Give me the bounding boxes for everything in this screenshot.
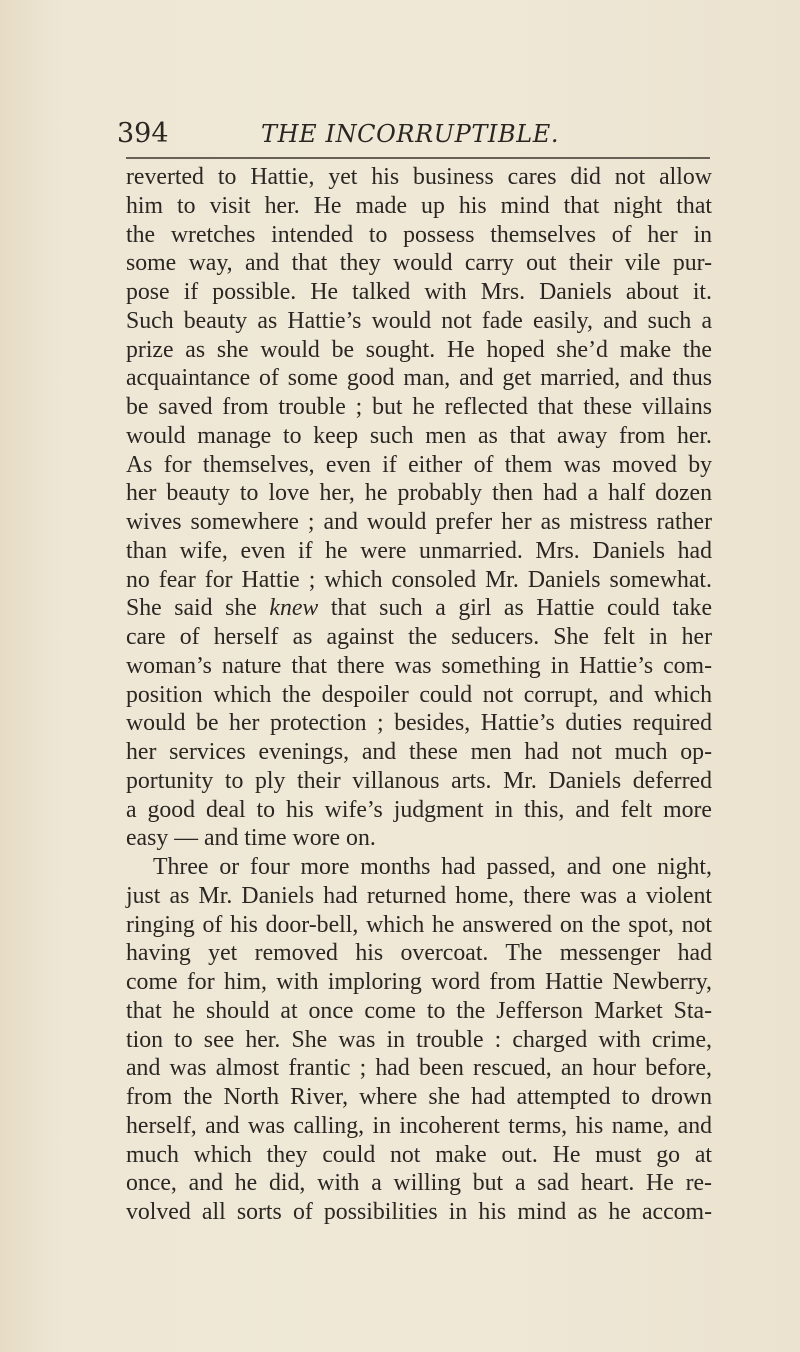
text-line: tion to see her. She was in trouble : charged with crime, — [126, 1026, 712, 1053]
text-line: woman’s nature that there was something in Hattie’s com- — [126, 652, 712, 679]
text-line: As for themselves, even if either of them was moved by — [126, 451, 712, 478]
text-line: would be her protection ; besides, Hattie’s duties required — [126, 710, 712, 737]
text-line: him to visit her. He made up his mind that night that — [126, 192, 712, 219]
text-segment: that such a girl as Hattie could take — [330, 595, 713, 622]
text-line: much which they could not make out. He must go at — [126, 1141, 712, 1168]
text-line: would manage to keep such men as that away from her. — [126, 422, 712, 449]
text-line: volved all sorts of possibilities in his mind as he accom- — [126, 1199, 712, 1225]
text-line: once, and he did, with a willing but a sad heart. He re- — [126, 1170, 712, 1197]
text-line: her beauty to love her, he probably then had a half dozen — [126, 480, 712, 507]
text-line: Such beauty as Hattie’s would not fade easily, and such a — [126, 307, 712, 334]
text-line: no fear for Hattie ; which consoled Mr. Daniels somewhat. — [126, 566, 712, 593]
paragraph-end-line: easy — and time wore on. — [126, 825, 376, 852]
text-line: wives somewhere ; and would prefer her as mistress rather — [126, 509, 712, 535]
text-line: care of herself as against the seducers. She felt in her — [126, 624, 712, 650]
text-line: a good deal to his wife’s judgment in this, and felt more — [126, 796, 712, 823]
text-line: position which the despoiler could not corrupt, and which — [126, 681, 712, 708]
text-line: the wretches intended to possess themselves of her in — [126, 221, 712, 248]
text-line: some way, and that they would carry out their vile pur- — [126, 250, 712, 277]
text-line: her services evenings, and these men had not much op- — [126, 739, 712, 765]
running-head — [117, 114, 717, 154]
text-line-with-emphasis — [126, 594, 712, 623]
text-line: ringing of his door-bell, which he answered on the spot, not — [126, 911, 712, 938]
emphasized-word: knew — [269, 595, 319, 622]
text-line: that he should at once come to the Jefferson Market Sta- — [126, 997, 712, 1024]
text-segment: She said she — [126, 595, 257, 622]
paragraph-start-line: Three or four more months had passed, and one night, — [153, 854, 712, 880]
text-line: than wife, even if he were unmarried. Mrs. Daniels had — [126, 537, 712, 564]
header-rule — [126, 157, 710, 159]
text-line: come for him, with imploring word from Hattie Newberry, — [126, 969, 712, 995]
text-line: from the North River, where she had attempted to drown — [126, 1084, 712, 1110]
text-line: just as Mr. Daniels had returned home, there was a violent — [126, 882, 712, 909]
text-line: and was almost frantic ; had been rescued, an hour before, — [126, 1055, 712, 1082]
text-line: portunity to ply their villanous arts. Mr. Daniels deferred — [126, 767, 712, 794]
text-line: herself, and was calling, in incoherent terms, his name, and — [126, 1112, 712, 1139]
page-number: 394 — [117, 118, 169, 149]
text-line: be saved from trouble ; but he reflected that these villains — [126, 394, 712, 420]
text-line: having yet removed his overcoat. The messenger had — [126, 940, 712, 967]
text-line: prize as she would be sought. He hoped she’d make the — [126, 336, 712, 363]
running-title: THE INCORRUPTIBLE. — [261, 120, 560, 148]
body-text — [126, 163, 712, 1227]
text-line: reverted to Hattie, yet his business cares did not allow — [126, 164, 712, 190]
text-line: pose if possible. He talked with Mrs. Daniels about it. — [126, 279, 712, 305]
text-line: acquaintance of some good man, and get married, and thus — [126, 365, 712, 392]
